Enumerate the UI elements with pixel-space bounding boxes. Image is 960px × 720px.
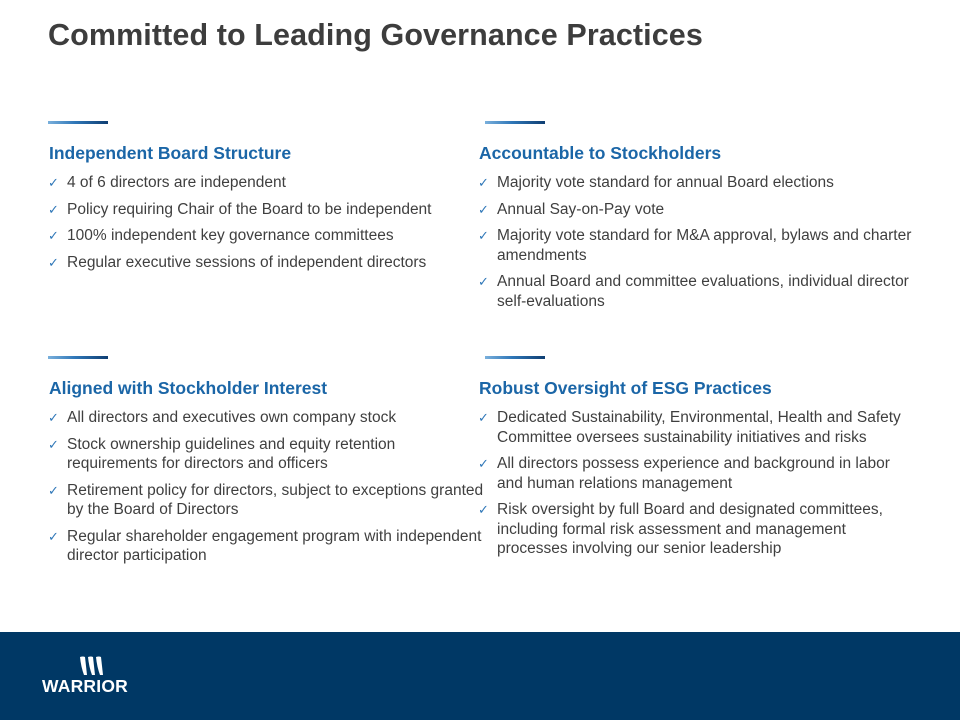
section-heading: Accountable to Stockholders bbox=[479, 143, 722, 163]
section-heading: Independent Board Structure bbox=[49, 143, 292, 163]
check-icon: ✓ bbox=[478, 274, 489, 289]
bullet-item bbox=[48, 481, 488, 520]
check-icon: ✓ bbox=[478, 175, 489, 190]
check-icon: ✓ bbox=[48, 482, 59, 498]
bullet-item bbox=[48, 173, 432, 193]
check-icon: ✓ bbox=[478, 456, 489, 471]
check-icon: ✓ bbox=[48, 436, 59, 452]
bullet-item bbox=[478, 272, 918, 311]
bullet-item bbox=[48, 435, 488, 474]
check-icon: ✓ bbox=[478, 502, 489, 517]
bullet-item bbox=[478, 408, 918, 447]
check-icon: ✓ bbox=[478, 410, 489, 425]
bullet-text: Stock ownership guidelines and equity retention requirements for directors and officers bbox=[67, 435, 396, 472]
section-accent-line bbox=[48, 356, 108, 359]
section-accent-line bbox=[485, 356, 545, 359]
check-icon: ✓ bbox=[48, 201, 59, 217]
bullet-text: 4 of 6 directors are independent bbox=[67, 174, 286, 191]
section-accent-line bbox=[48, 121, 108, 124]
check-icon: ✓ bbox=[48, 228, 59, 243]
bullet-item bbox=[478, 454, 918, 493]
bullet-item bbox=[478, 173, 918, 193]
bullet-list bbox=[478, 173, 918, 318]
warrior-logo bbox=[40, 656, 146, 700]
section-heading: Aligned with Stockholder Interest bbox=[49, 378, 328, 398]
bullet-list bbox=[48, 173, 432, 279]
bullet-item bbox=[48, 408, 488, 428]
check-icon: ✓ bbox=[478, 201, 489, 217]
bullet-text: Annual Say-on-Pay vote bbox=[497, 200, 665, 218]
bullet-item bbox=[48, 200, 432, 220]
bullet-item bbox=[48, 226, 432, 246]
bullet-list bbox=[478, 408, 918, 566]
bullet-item bbox=[48, 527, 488, 566]
bullet-item bbox=[478, 500, 918, 559]
section-accent-line bbox=[485, 121, 545, 124]
bullet-text: Policy requiring Chair of the Board to be independent bbox=[67, 200, 432, 218]
bullet-text: Majority vote standard for M&A approval, bylaws and charter amendments bbox=[497, 227, 912, 264]
bullet-text: Risk oversight by full Board and designated committees, including formal risk assessment and management processes involving our senior leadership bbox=[497, 501, 883, 557]
bullet-text: Majority vote standard for annual Board elections bbox=[497, 174, 834, 191]
bullet-text: Regular executive sessions of independent directors bbox=[67, 253, 427, 271]
check-icon: ✓ bbox=[48, 528, 59, 544]
slide-title: Committed to Leading Governance Practices bbox=[48, 18, 703, 52]
logo-text: WARRIOR bbox=[42, 676, 128, 696]
section-heading: Robust Oversight of ESG Practices bbox=[479, 378, 772, 398]
bullet-text: All directors possess experience and background in labor and human relations management bbox=[497, 455, 890, 492]
bullet-list bbox=[48, 408, 488, 573]
check-icon: ✓ bbox=[478, 228, 489, 243]
bullet-text: All directors and executives own company stock bbox=[67, 409, 397, 426]
bullet-text: Retirement policy for directors, subject to exceptions granted by the Board of Directors bbox=[67, 481, 484, 518]
bullet-text: 100% independent key governance committees bbox=[67, 227, 394, 244]
bullet-item bbox=[478, 200, 918, 220]
check-icon: ✓ bbox=[48, 254, 59, 270]
warrior-mark-icon bbox=[78, 656, 106, 676]
check-icon: ✓ bbox=[48, 410, 59, 425]
bullet-item bbox=[48, 253, 432, 273]
bullet-item bbox=[478, 226, 918, 265]
bullet-text: Regular shareholder engagement program with independent director participation bbox=[67, 527, 482, 564]
check-icon: ✓ bbox=[48, 175, 59, 190]
bullet-text: Annual Board and committee evaluations, individual director self-evaluations bbox=[497, 273, 909, 310]
bullet-text: Dedicated Sustainability, Environmental, Health and Safety Committee oversees sustainability initiatives and risks bbox=[497, 409, 901, 446]
